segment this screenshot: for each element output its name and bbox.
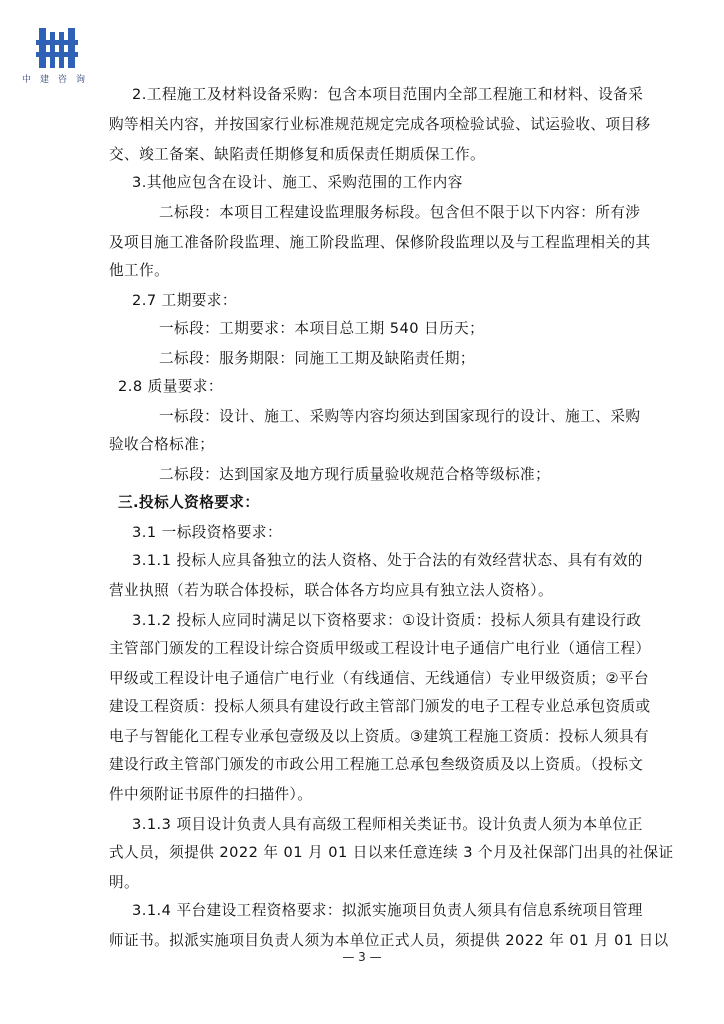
body-line: 明。 (109, 874, 140, 891)
body-line: 式人员，须提供 2022 年 01 月 01 日以来任意连续 3 个月及社保部门出具的社保证 (109, 844, 674, 861)
body-line: 购等相关内容，并按国家行业标准规范规定完成各项检验试验、试运验收、项目移 (109, 116, 651, 133)
body-line: 交、竣工备案、缺陷责任期修复和质保责任期质保工作。 (109, 146, 486, 163)
company-logo (18, 28, 98, 88)
page-number: — 3 — (342, 950, 382, 964)
body-line: 营业执照（若为联合体投标，联合体各方均应具有独立法人资格）。 (109, 582, 554, 599)
body-line: 3.1.3 项目设计负责人具有高级工程师相关类证书。设计负责人须为本单位正 (132, 816, 643, 833)
section-heading: 3.1 一标段资格要求： (132, 524, 282, 541)
body-line: 电子与智能化工程专业承包壹级及以上资质。③建筑工程施工资质：投标人须具有 (109, 728, 650, 745)
section-heading: 2.8 质量要求： (118, 378, 223, 395)
body-line: 二标段：达到国家及地方现行质量验收规范合格等级标准； (159, 466, 551, 483)
body-line: 件中须附证书原件的扫描件）。 (109, 786, 313, 803)
body-line: 2.工程施工及材料设备采购：包含本项目范围内全部工程施工和材料、设备采 (132, 86, 644, 103)
body-line: 3.1.4 平台建设工程资格要求：拟派实施项目负责人须具有信息系统项目管理 (132, 902, 643, 919)
body-line: 一标段：工期要求：本项目总工期 540 日历天； (159, 320, 485, 337)
section-title: 三.投标人资格要求： (118, 494, 260, 511)
body-line: 及项目施工准备阶段监理、施工阶段监理、保修阶段监理以及与工程监理相关的其 (109, 234, 651, 251)
body-line: 师证书。拟派实施项目负责人须为本单位正式人员，须提供 2022 年 01 月 01 日以 (109, 932, 669, 949)
section-heading: 2.7 工期要求： (132, 292, 237, 309)
body-line: 建设行政主管部门颁发的市政公用工程施工总承包叁级资质及以上资质。（投标文 (109, 756, 644, 773)
logo-text: 中建咨询 (22, 75, 95, 85)
body-line: 3.1.2 投标人应同时满足以下资格要求：①设计资质：投标人须具有建设行政 (132, 612, 642, 629)
body-line: 二标段：本项目工程建设监理服务标段。包含但不限于以下内容：所有涉 (159, 204, 641, 221)
body-line: 他工作。 (109, 262, 170, 279)
body-line: 二标段：服务期限：同施工工期及缺陷责任期； (159, 350, 475, 367)
body-line: 验收合格标准； (109, 436, 215, 453)
logo-mark-icon (36, 28, 78, 68)
body-line: 3.1.1 投标人应具备独立的法人资格、处于合法的有效经营状态、具有有效的 (132, 552, 643, 569)
body-line: 建设工程资质：投标人须具有建设行政主管部门颁发的电子工程专业总承包资质或 (109, 698, 651, 715)
body-line: 主管部门颁发的工程设计综合资质甲级或工程设计电子通信广电行业（通信工程） (109, 640, 651, 657)
body-line: 一标段：设计、施工、采购等内容均须达到国家现行的设计、施工、采购 (159, 408, 641, 425)
body-line: 3.其他应包含在设计、施工、采购范围的工作内容 (132, 174, 463, 191)
body-line: 甲级或工程设计电子通信广电行业（有线通信、无线通信）专业甲级资质；②平台 (109, 670, 650, 687)
